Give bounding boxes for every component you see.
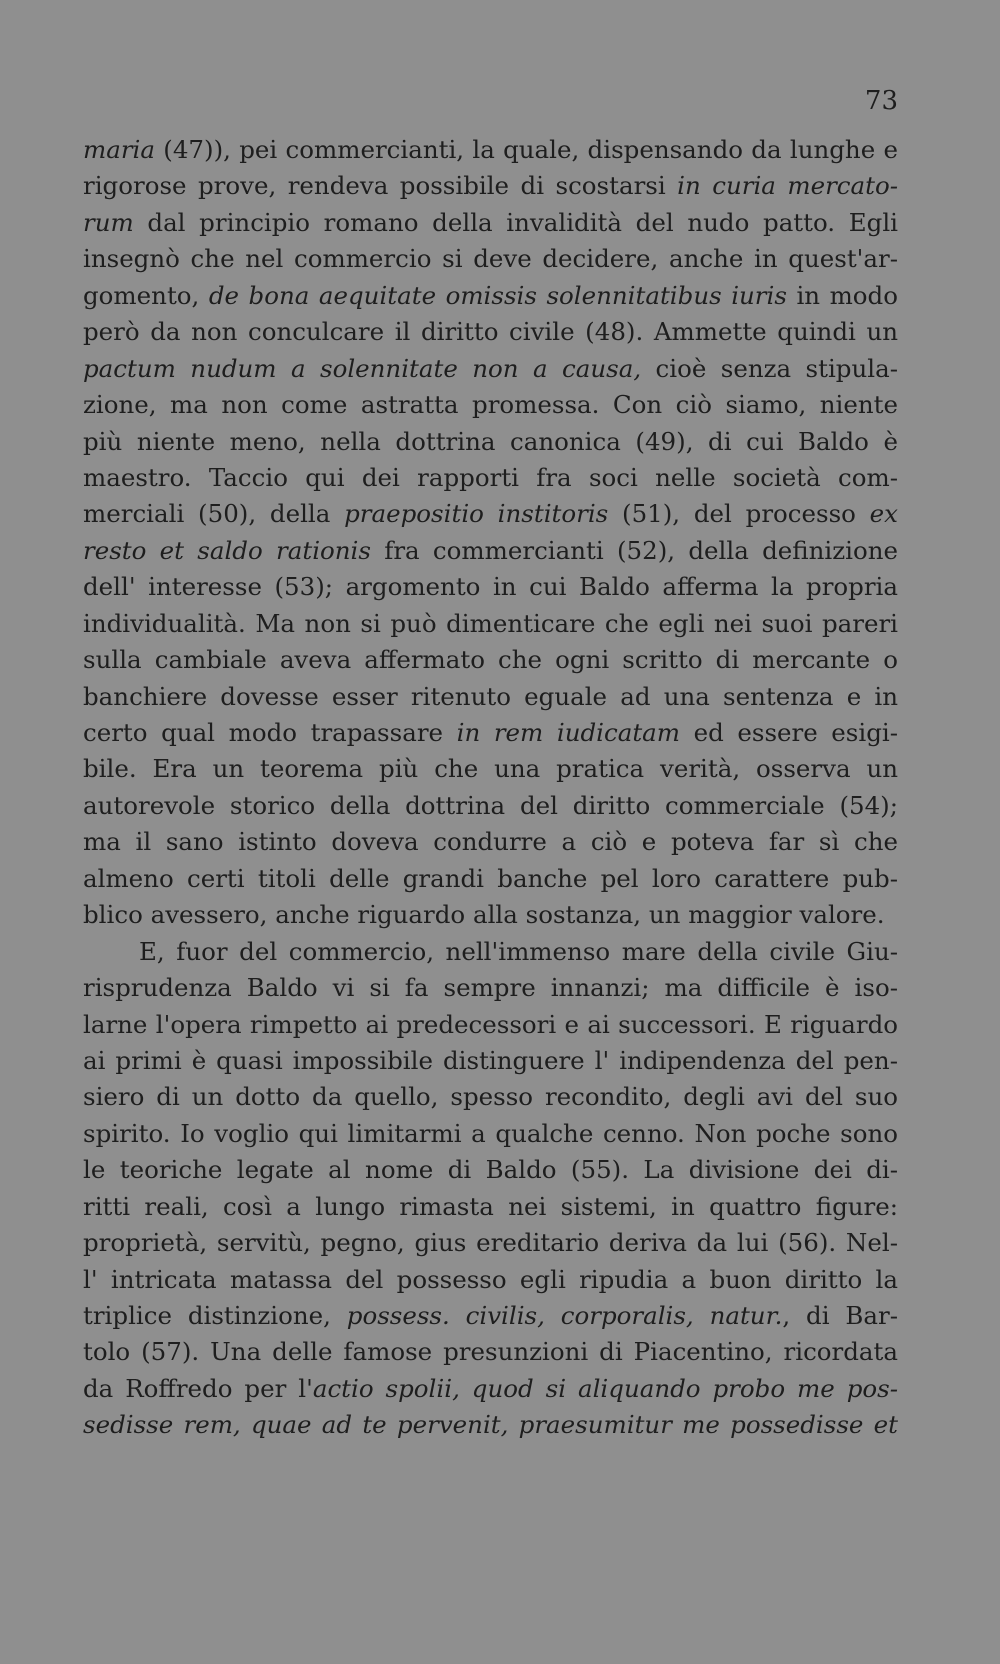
text-segment: le teoriche legate al nome di Baldo (55). La divisione dei di- (83, 1155, 898, 1185)
text-line (83, 751, 898, 787)
italic-text-segment: ex (869, 499, 898, 529)
text-line (83, 387, 898, 423)
italic-text-segment: pactum nudum a solennitate non a causa, (83, 353, 642, 383)
body-text (83, 132, 898, 1444)
text-line (83, 1225, 898, 1261)
text-segment: merciali (50), della (83, 499, 345, 529)
text-line (83, 715, 898, 751)
text-segment: autorevole storico della dottrina del diritto commerciale (54); (83, 790, 898, 820)
text-segment: zione, ma non come astratta promessa. Con ciò siamo, niente (83, 390, 898, 420)
text-segment: rigorose prove, rendeva possibile di scostarsi (83, 171, 678, 201)
text-segment: dell' interesse (53); argomento in cui Baldo afferma la propria (83, 572, 898, 602)
text-segment: ma il sano istinto doveva condurre a ciò e poteva far sì che (83, 827, 898, 857)
text-segment: almeno certi titoli delle grandi banche pel loro carattere pub- (83, 863, 898, 893)
text-segment: cioè senza stipula- (641, 353, 898, 383)
italic-text-segment: maria (83, 135, 155, 164)
text-segment: più niente meno, nella dottrina canonica (49), di cui Baldo è (83, 426, 898, 456)
italic-text-segment: de bona aequitate omissis solennitatibus iuris (208, 280, 787, 310)
text-line (83, 132, 898, 168)
italic-text-segment: in rem iudicatam (456, 718, 681, 747)
text-line (83, 1407, 898, 1443)
text-segment: blico avessero, anche riguardo alla sostanza, un maggior valore. (83, 900, 885, 930)
text-line (83, 679, 898, 715)
text-segment: certo qual modo trapassare (83, 718, 457, 747)
text-line (83, 861, 898, 897)
text-line (83, 496, 898, 532)
text-line (83, 934, 898, 970)
text-segment: maestro. Taccio qui dei rapporti fra soci nelle società com- (83, 462, 898, 492)
text-line (83, 1152, 898, 1188)
text-line (83, 314, 898, 350)
text-line (83, 1007, 898, 1043)
italic-text-segment: sedisse rem, quae ad te pervenit, praesumitur me possedisse et (83, 1410, 898, 1440)
text-segment: però da non conculcare il diritto civile (48). Ammette quindi un (83, 317, 898, 347)
text-segment: tolo (57). Una delle famose presunzioni di Piacentino, ricordata (83, 1337, 898, 1367)
text-segment: larne l'opera rimpetto ai predecessori e ai successori. E riguardo (83, 1009, 898, 1039)
text-segment: siero di un dotto da quello, spesso recondito, degli avi del suo (83, 1082, 898, 1112)
italic-text-segment: resto et saldo rationis (83, 535, 371, 565)
text-line (83, 970, 898, 1006)
italic-text-segment: actio spolii, quod si aliquando probo me pos- (312, 1373, 898, 1403)
text-segment: spirito. Io voglio qui limitarmi a qualche cenno. Non poche sono (83, 1118, 898, 1148)
text-segment: risprudenza Baldo vi si fa sempre innanzi; ma difficile è iso- (83, 973, 898, 1003)
text-segment: E, fuor del commercio, nell'immenso mare della civile Giu- (139, 936, 898, 966)
text-segment: dal principio romano della invalidità del nudo patto. Egli (133, 207, 898, 237)
text-line (83, 533, 898, 569)
text-segment: individualità. Ma non si può dimenticare che egli nei suoi pareri (83, 608, 898, 638)
text-segment: insegnò che nel commercio si deve decidere, anche in quest'ar- (83, 244, 898, 274)
text-line (83, 1298, 898, 1334)
text-line (83, 642, 898, 678)
text-segment: bile. Era un teorema più che una pratica verità, osserva un (83, 754, 898, 784)
text-line (83, 168, 898, 204)
text-line (83, 1189, 898, 1225)
text-segment: proprietà, servitù, pegno, gius ereditario deriva da lui (56). Nel- (83, 1228, 898, 1258)
text-segment: gomento, (83, 280, 209, 310)
text-line (83, 1079, 898, 1115)
text-line (83, 1043, 898, 1079)
text-line (83, 824, 898, 860)
text-segment: fra commercianti (52), della definizione (370, 535, 898, 565)
page-number: 73 (864, 86, 898, 116)
text-segment: l' intricata matassa del possesso egli ripudia a buon diritto la (83, 1264, 898, 1294)
text-segment: banchiere dovesse esser ritenuto eguale ad una sentenza e in (83, 681, 898, 711)
text-line (83, 788, 898, 824)
text-line (83, 278, 898, 314)
text-line (83, 569, 898, 605)
text-segment: triplice distinzione, (83, 1301, 347, 1330)
italic-text-segment: praepositio institoris (344, 499, 609, 529)
text-segment: , di Bar- (782, 1301, 898, 1330)
italic-text-segment: possess. civilis, corporalis, natur. (346, 1301, 783, 1330)
text-segment: ai primi è quasi impossibile distinguere l' indipendenza del pen- (83, 1045, 898, 1075)
text-segment: sulla cambiale aveva affermato che ogni scritto di mercante o (83, 645, 898, 675)
text-segment: da Roffredo per l' (83, 1373, 313, 1403)
text-segment: (47)), pei commercianti, la quale, dispensando da lunghe e (155, 135, 898, 164)
text-line (83, 205, 898, 241)
text-line (83, 241, 898, 277)
text-line (83, 351, 898, 387)
italic-text-segment: rum (83, 207, 134, 237)
text-line (83, 606, 898, 642)
text-segment: (51), del processo (608, 499, 870, 529)
text-segment: in modo (786, 280, 898, 310)
text-line (83, 1334, 898, 1370)
text-line (83, 1262, 898, 1298)
text-line (83, 460, 898, 496)
text-line (83, 897, 898, 933)
text-line (83, 1371, 898, 1407)
italic-text-segment: in curia mercato- (677, 171, 898, 201)
text-segment: ritti reali, così a lungo rimasta nei sistemi, in quattro figure: (83, 1191, 898, 1221)
text-line (83, 1116, 898, 1152)
text-segment: ed essere esigi- (680, 718, 899, 747)
text-line (83, 424, 898, 460)
